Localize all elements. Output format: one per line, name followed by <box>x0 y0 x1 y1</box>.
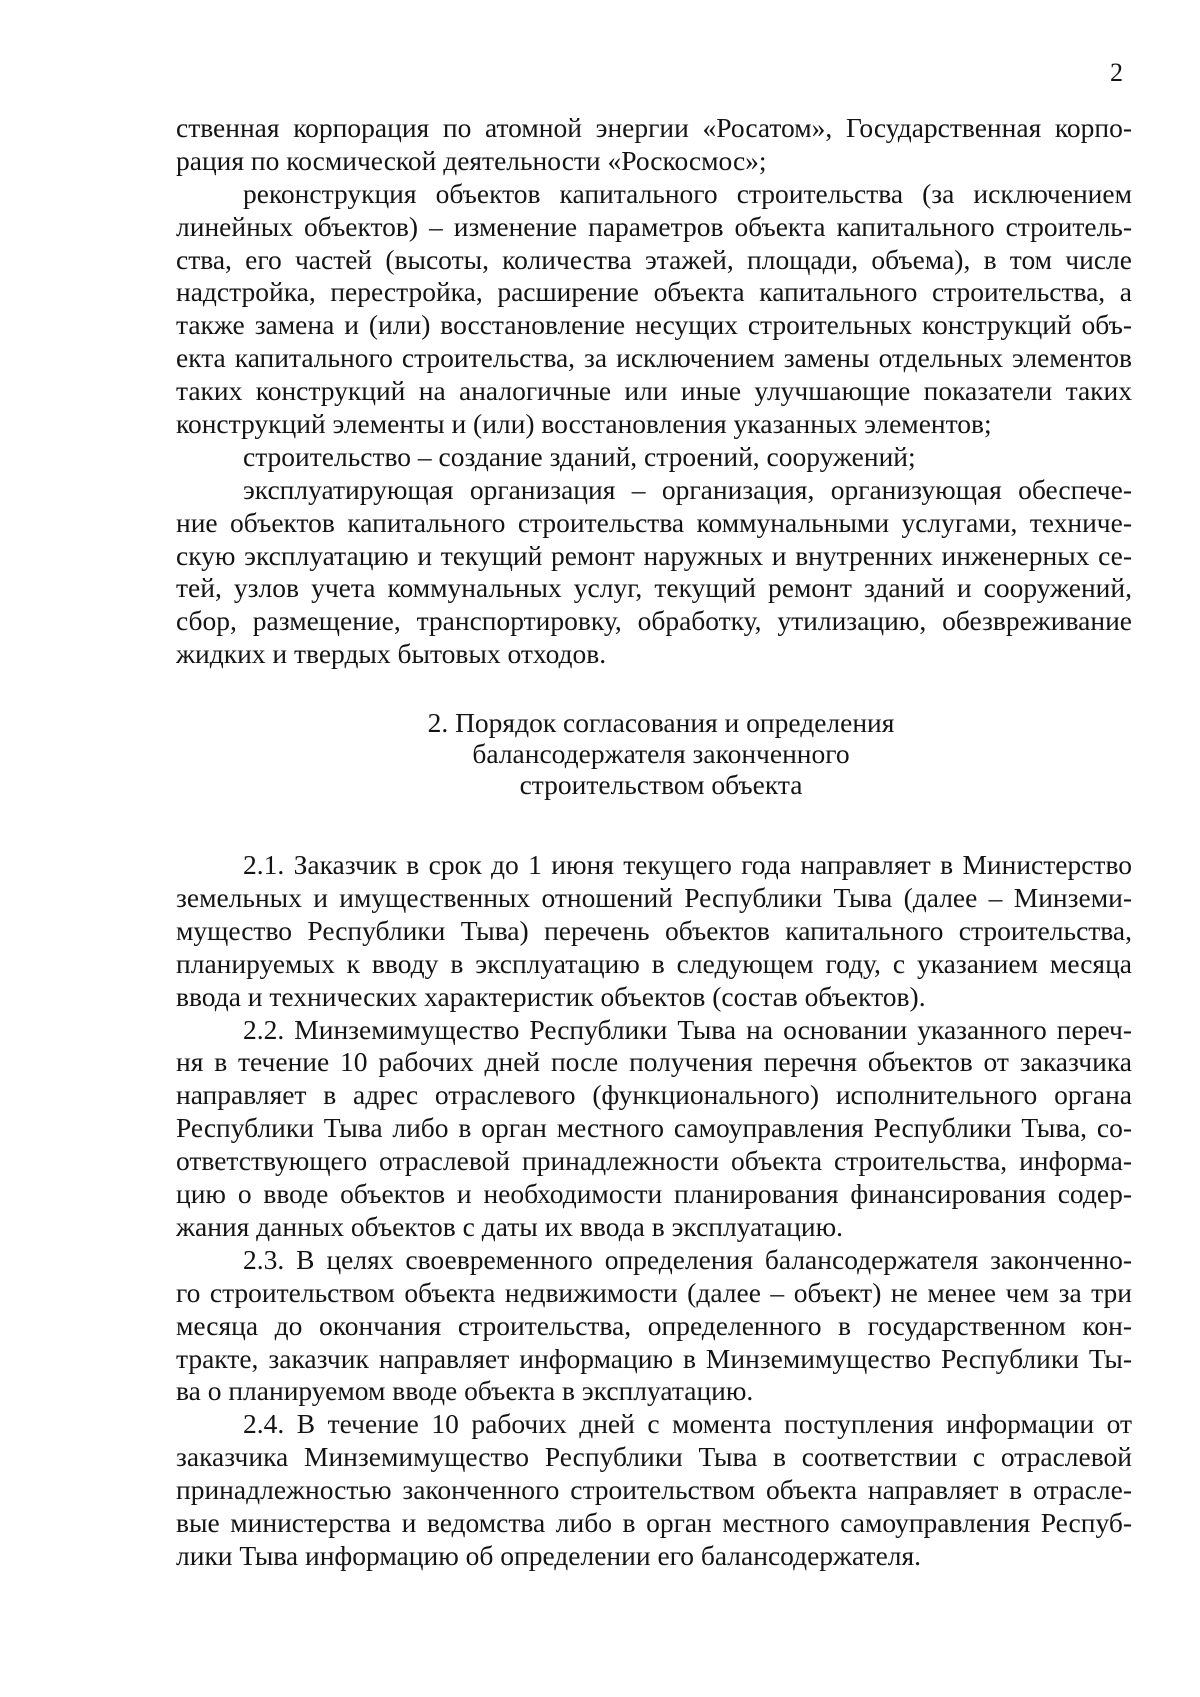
text-line: ва о планируемом вводе объекта в эксплуатацию. <box>176 1375 754 1407</box>
text-line: Республики Тыва либо в орган местного самоуправления Республики Тыва, со- <box>176 1112 1132 1144</box>
clause-2-2 <box>176 1014 1132 1244</box>
text-line: реконструкция объектов капитального строительства (за исключением <box>243 177 1132 209</box>
page-number: 2 <box>1110 58 1123 87</box>
text-line: жидких и твердых бытовых отходов. <box>176 638 607 670</box>
text-line: тракте, заказчик направляет информацию в Минземимущество Республики Ты- <box>176 1342 1132 1374</box>
text-line: мущество Республики Тыва) перечень объектов капитального строительства, <box>176 914 1132 946</box>
text-line: рация по космической деятельности «Роскосмос»; <box>176 144 767 176</box>
text-line: екта капитального строительства, за исключением замены отдельных элементов <box>176 342 1132 374</box>
text-line: 2.3. В целях своевременного определения балансодержателя законченно- <box>243 1243 1132 1275</box>
text-line: лики Тыва информацию об определении его балансодержателя. <box>176 1539 922 1571</box>
section-heading <box>176 707 1132 800</box>
text-line: направляет в адрес отраслевого (функционального) исполнительного органа <box>176 1079 1132 1111</box>
clause-2-4 <box>176 1408 1132 1572</box>
clause-2-3 <box>176 1244 1132 1408</box>
text-line: тей, узлов учета коммунальных услуг, текущий ремонт зданий и сооружений, <box>176 572 1132 604</box>
text-line: принадлежностью законченного строительством объекта направляет в отрасле- <box>176 1474 1132 1506</box>
text-line: надстройка, перестройка, расширение объекта капитального строительства, а <box>176 276 1132 308</box>
text-line: заказчика Минземимущество Республики Тыва в соответствии с отраслевой <box>176 1441 1132 1473</box>
paragraph <box>176 178 1132 441</box>
text-line: строительство – создание зданий, строений, сооружений; <box>243 440 916 472</box>
text-line: также замена и (или) восстановление несущих строительных конструкций объ- <box>176 309 1132 341</box>
text-line: 2.2. Минземимущество Республики Тыва на основании указанного переч- <box>243 1013 1132 1045</box>
text-line: 2.1. Заказчик в срок до 1 июня текущего года направляет в Министерство <box>243 849 1132 881</box>
text-line: ответствующего отраслевой принадлежности объекта строительства, информа- <box>176 1145 1132 1177</box>
text-line: ние объектов капитального строительства коммунальными услугами, техниче- <box>176 506 1132 538</box>
text-line: эксплуатирующая организация – организация, организующая обеспече- <box>243 473 1132 505</box>
text-line: вые министерства и ведомства либо в орган местного самоуправления Респуб- <box>176 1506 1132 1538</box>
document-body <box>176 112 1132 1573</box>
text-line: таких конструкций на аналогичные или иные улучшающие показатели таких <box>176 375 1132 407</box>
heading-line: строительством объекта <box>519 769 803 801</box>
heading-line: 2. Порядок согласования и определения <box>427 707 895 739</box>
text-line: ства, его частей (высоты, количества этажей, площади, объема), в том числе <box>176 243 1132 275</box>
heading-line: балансодержателя законченного <box>472 738 850 770</box>
text-line: ственная корпорация по атомной энергии «Росатом», Государственная корпо- <box>176 112 1132 143</box>
text-line: скую эксплуатацию и текущий ремонт наружных и внутренних инженерных се- <box>176 539 1132 571</box>
text-line: ввода и технических характеристик объектов (состав объектов). <box>176 980 926 1012</box>
text-line: сбор, размещение, транспортировку, обработку, утилизацию, обезвреживание <box>176 605 1132 637</box>
clause-2-1 <box>176 849 1132 1013</box>
text-line: планируемых к вводу в эксплуатацию в следующем году, с указанием месяца <box>176 947 1132 979</box>
text-line: го строительством объекта недвижимости (далее – объект) не менее чем за три <box>176 1276 1132 1308</box>
text-line: земельных и имущественных отношений Республики Тыва (далее – Минземи- <box>176 882 1132 914</box>
text-line: цию о вводе объектов и необходимости планирования финансирования содер- <box>176 1178 1132 1210</box>
text-line: конструкций элементы и (или) восстановления указанных элементов; <box>176 408 992 440</box>
paragraph <box>176 474 1132 671</box>
text-line: жания данных объектов с даты их ввода в эксплуатацию. <box>176 1210 844 1242</box>
paragraph <box>176 441 1132 474</box>
text-line: 2.4. В течение 10 рабочих дней с момента поступления информации от <box>243 1408 1132 1440</box>
paragraph <box>176 112 1132 178</box>
text-line: месяца до окончания строительства, определенного в государственном кон- <box>176 1309 1132 1341</box>
text-line: ня в течение 10 рабочих дней после получения перечня объектов от заказчика <box>176 1046 1132 1078</box>
text-line: линейных объектов) – изменение параметров объекта капитального строитель- <box>176 210 1132 242</box>
